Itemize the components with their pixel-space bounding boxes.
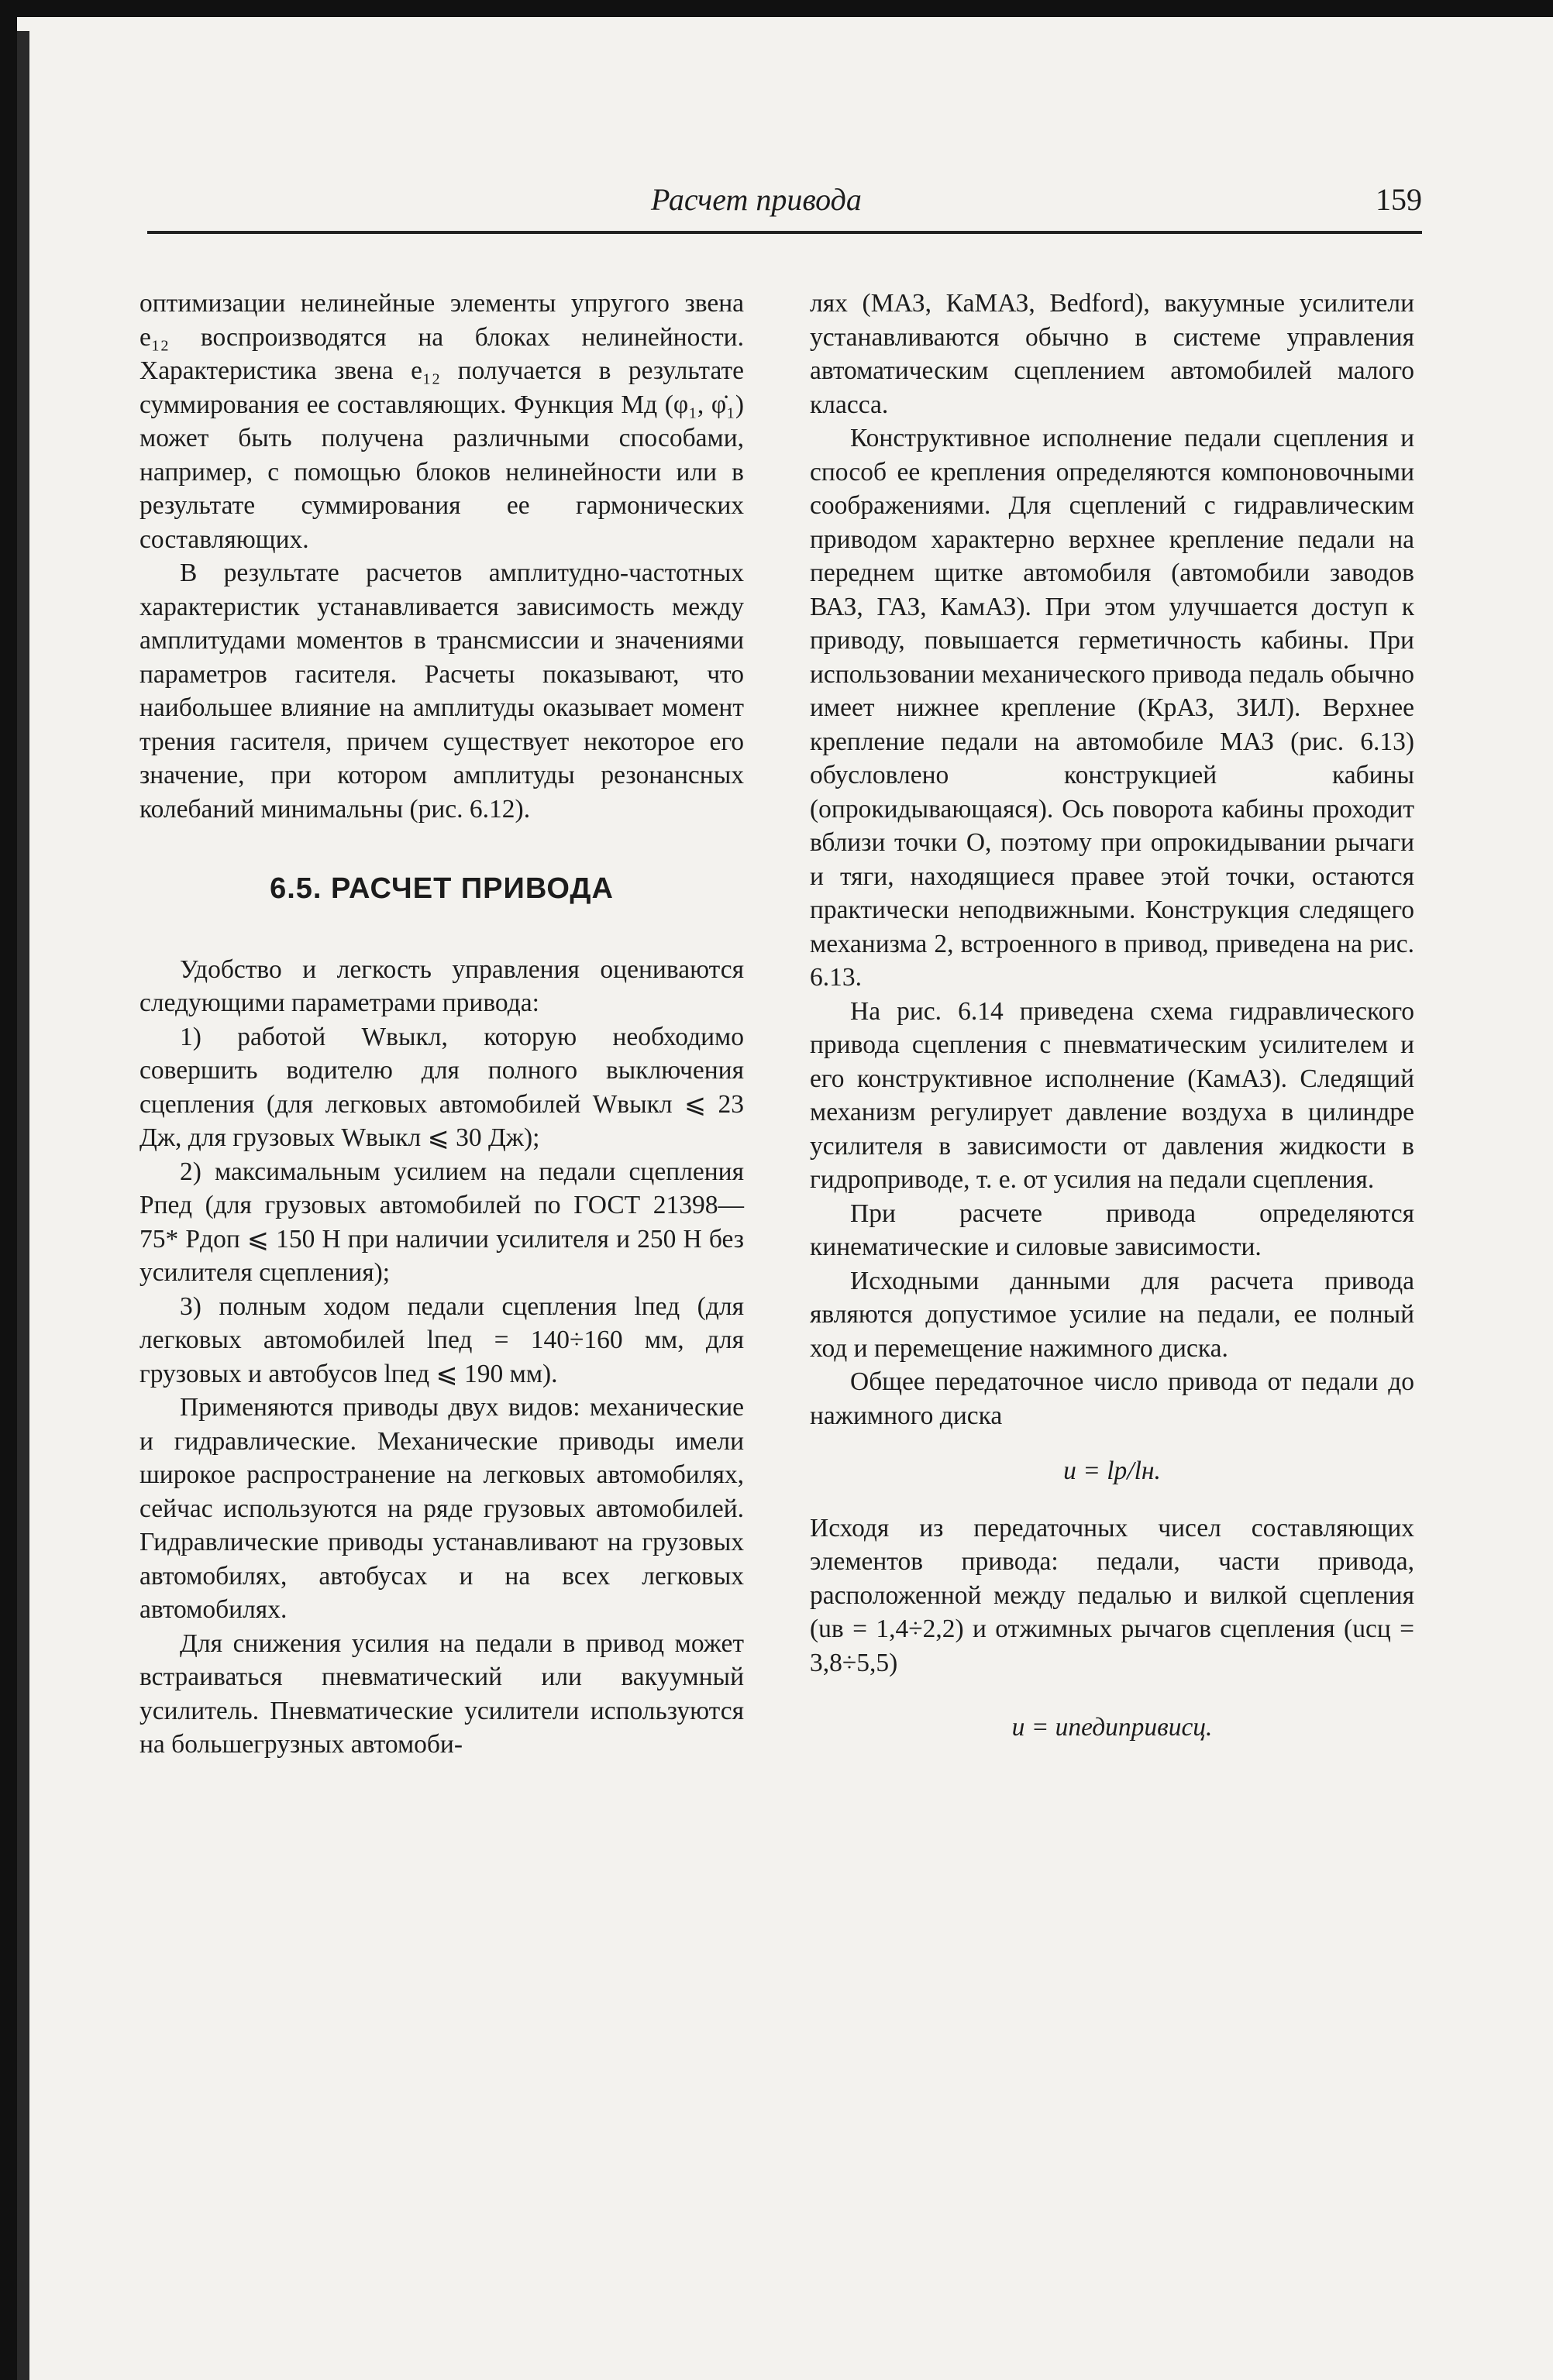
running-title: Расчет привода: [651, 182, 862, 217]
list-item: 1) работой Wвыкл, которую необходимо совершить водителю для полного выключения сцепления (для легковых автомобилей Wвыкл ⩽ 23 Дж, для грузовых Wвыкл ⩽ 30 Дж);: [139, 1022, 744, 1152]
paragraph: На рис. 6.14 приведена схема гидравлического привода сцепления с пневматическим усилителем и его конструктивное исполнение (КамАЗ). Следящий механизм регулирует давление воздуха в цилиндре усилителя в зависимости от давления жидкости в гидроприводе, т. е. от усилия на педали сцепления.: [810, 996, 1414, 1194]
scan-border-top: [0, 0, 1553, 17]
formula: u = lр/lн.: [1063, 1457, 1161, 1485]
left-column: [139, 287, 744, 1762]
right-column: [810, 287, 1414, 1745]
list-item: 2) максимальным усилием на педали сцепления Pпед (для грузовых автомобилей по ГОСТ 21398—75* Pдоп ⩽ 150 Н при наличии усилителя и 250 Н без усилителя сцепления);: [139, 1157, 744, 1287]
page-number: 159: [1376, 182, 1422, 217]
paragraph: Удобство и легкость управления оцениваются следующими параметрами привода:: [139, 954, 744, 1017]
formula: u = uпедuпрuвuсц.: [1011, 1713, 1213, 1742]
paragraph: Общее передаточное число привода от педали до нажимного диска: [810, 1367, 1414, 1430]
paragraph: лях (МАЗ, КаМАЗ, Bedford), вакуумные усилители устанавливаются обычно в системе управления автоматическим сцеплением автомобилей малого класса.: [810, 289, 1414, 419]
running-header: [147, 178, 1422, 234]
scan-border-left: [0, 0, 17, 2380]
section-heading: 6.5. РАСЧЕТ ПРИВОДА: [270, 872, 614, 905]
paragraph: Исходя из передаточных чисел составляющих элементов привода: педали, части привода, расположенной между педалью и вилкой сцепления (uв = 1,4÷2,2) и отжимных рычагов сцепления (uсц = 3,8÷5,5): [810, 1513, 1414, 1677]
scan-shadow-left: [17, 31, 29, 2380]
paragraph: Конструктивное исполнение педали сцепления и способ ее крепления определяются компоновочными соображениями. Для сцеплений с гидравлическим приводом характерно верхнее крепление педали на переднем щитке автомобиля (автомобили заводов ВАЗ, ГАЗ, КамАЗ). При этом улучшается доступ к приводу, повышается герметичность кабины. При использовании механического привода педаль обычно имеет нижнее крепление (КрАЗ, ЗИЛ). Верхнее крепление педали на автомобиле МАЗ (рис. 6.13) обусловлено конструкцией кабины (опрокидывающаяся). Ось поворота кабины проходит вблизи точки O, поэтому при опрокидывании рычаги и тяги, находящиеся правее этой точки, остаются практически неподвижными. Конструкция следящего механизма 2, встроенного в привод, приведена на рис. 6.13.: [810, 424, 1414, 992]
paragraph: При расчете привода определяются кинематические и силовые зависимости.: [810, 1199, 1414, 1261]
paragraph: оптимизации нелинейные элементы упругого звена e₁₂ воспроизводятся на блоках нелинейности. Характеристика звена e₁₂ получается в результате суммирования ее составляющих. Функция Mд (φ₁, φ̇₁) может быть получена различными способами, например, с помощью блоков нелинейности или в результате суммирования ее гармонических составляющих.: [139, 289, 744, 554]
paragraph: Применяются приводы двух видов: механические и гидравлические. Механические приводы имели широкое распространение на легковых автомобилях, сейчас используются на ряде грузовых автомобилей. Гидравлические приводы устанавливают на грузовых автомобилях, автобусах и на всех легковых автомобилях.: [139, 1393, 744, 1624]
paragraph: В результате расчетов амплитудно-частотных характеристик устанавливается зависимость между амплитудами моментов в трансмиссии и значениями параметров гасителя. Расчеты показывают, что наибольшее влияние на амплитуды оказывает момент трения гасителя, причем существует некоторое его значение, при котором амплитуды резонансных колебаний минимальны (рис. 6.12).: [139, 559, 744, 824]
paragraph: Для снижения усилия на педали в привод может встраиваться пневматический или вакуумный усилитель. Пневматические усилители используются на большегрузных автомоби-: [139, 1629, 744, 1759]
list-item: 3) полным ходом педали сцепления lпед (для легковых автомобилей lпед = 140÷160 мм, для грузовых и автобусов lпед ⩽ 190 мм).: [139, 1291, 744, 1388]
paragraph: Исходными данными для расчета привода являются допустимое усилие на педали, ее полный ход и перемещение нажимного диска.: [810, 1266, 1414, 1363]
